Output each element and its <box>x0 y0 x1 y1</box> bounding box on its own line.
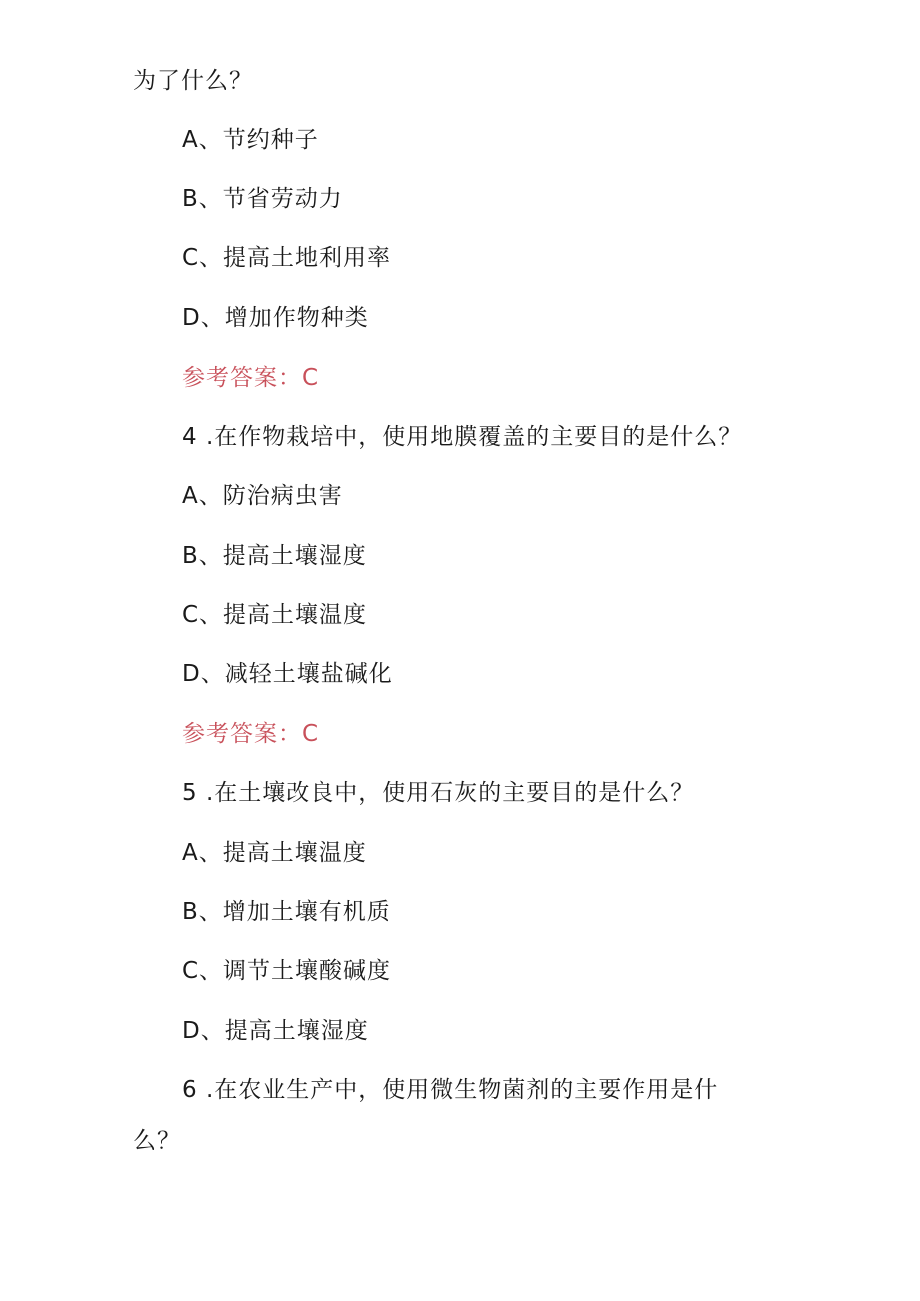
question-6-text-line-2: 么？ <box>133 1128 181 1154</box>
question-3-option-d: D、增加作物种类 <box>182 305 369 331</box>
question-5-option-b: B、增加土壤有机质 <box>182 899 391 925</box>
question-3-answer: 参考答案：C <box>182 365 320 391</box>
question-6-text-line-1: 6 .在农业生产中，使用微生物菌剂的主要作用是什 <box>182 1077 719 1103</box>
question-3-tail: 为了什么？ <box>133 68 253 94</box>
question-4-option-c: C、提高土壤温度 <box>182 602 368 628</box>
question-3-option-b: B、节省劳动力 <box>182 186 343 212</box>
question-4-answer: 参考答案：C <box>182 721 320 747</box>
question-3-option-a: A、节约种子 <box>182 127 319 153</box>
question-5-option-c: C、调节土壤酸碱度 <box>182 958 392 984</box>
question-5-option-d: D、提高土壤湿度 <box>182 1018 369 1044</box>
question-3-option-c: C、提高土地利用率 <box>182 245 392 271</box>
question-4-text: 4 .在作物栽培中，使用地膜覆盖的主要目的是什么？ <box>182 424 743 450</box>
question-5-text: 5 .在土壤改良中，使用石灰的主要目的是什么？ <box>182 780 695 806</box>
question-4-option-b: B、提高土壤湿度 <box>182 543 367 569</box>
question-4-option-d: D、减轻土壤盐碱化 <box>182 661 393 687</box>
question-5-option-a: A、提高土壤温度 <box>182 840 367 866</box>
question-4-option-a: A、防治病虫害 <box>182 483 343 509</box>
